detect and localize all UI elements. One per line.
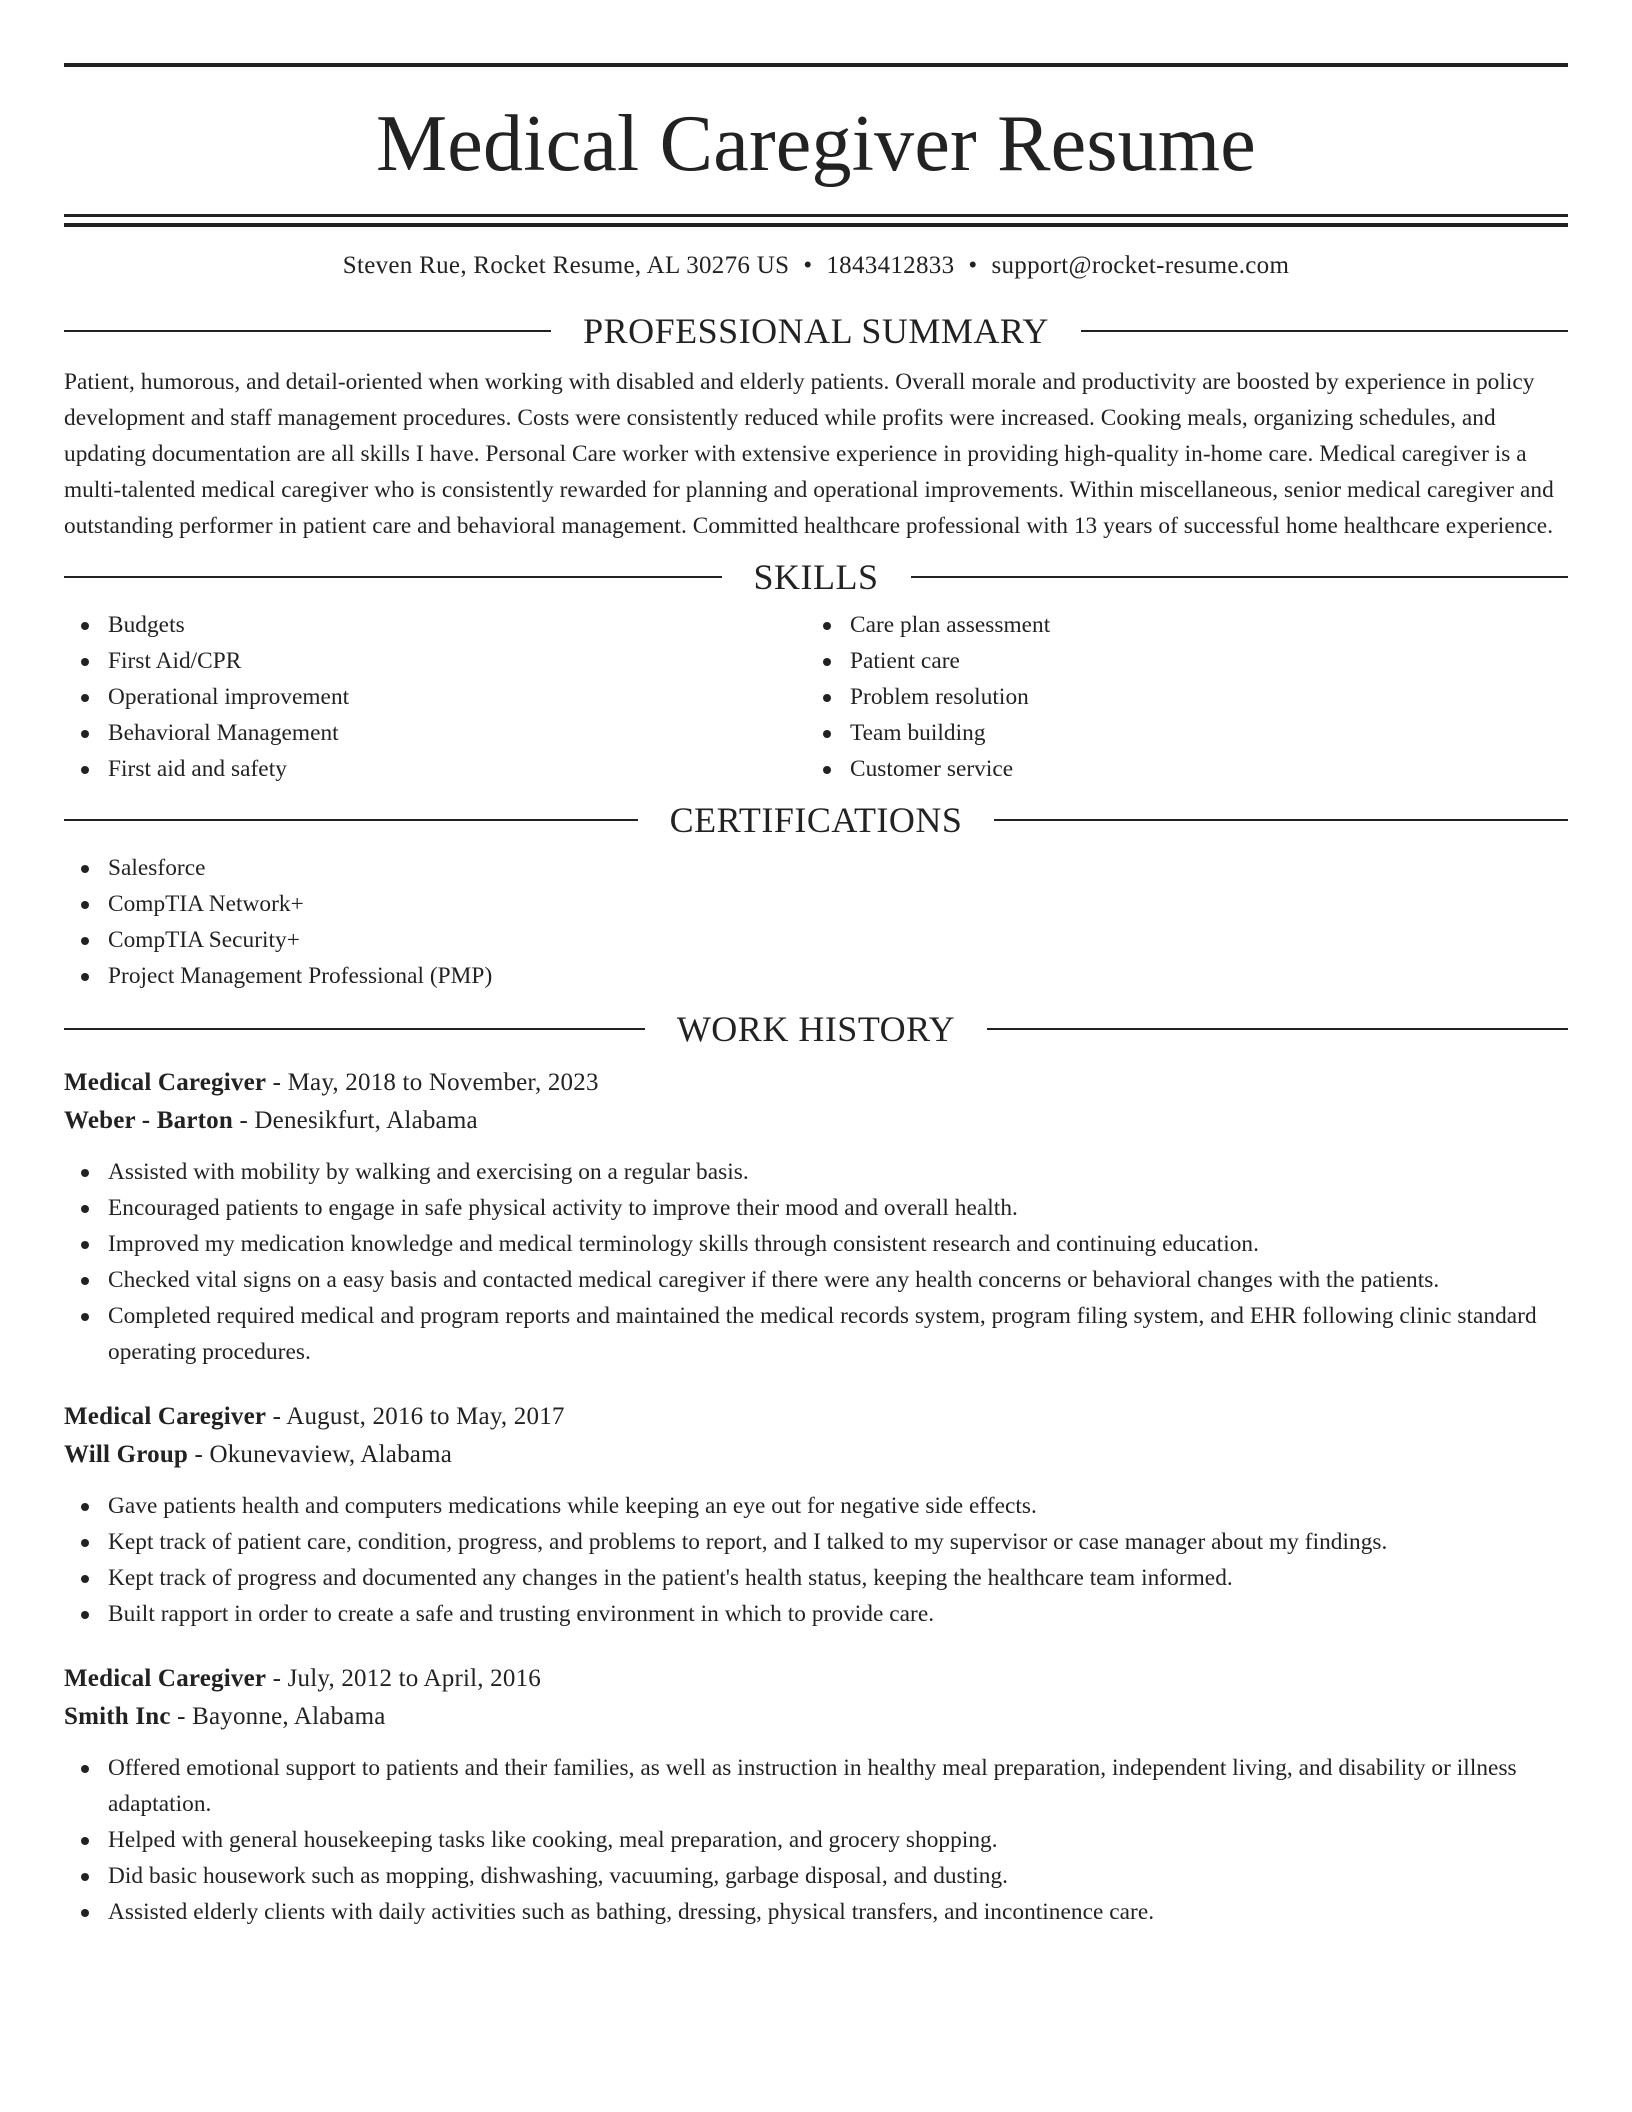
summary-text: Patient, humorous, and detail-oriented when working with disabled and elderly patients. Overall morale and productivity are boosted by experience in policy development and staff management procedures. Costs were consistently reduced while profits were increased. Cooking meals, organizing schedules, and updating documentation are all skills I have. Personal Care worker with extensive experience in providing high-quality in-home care. Medical caregiver is a multi-talented medical caregiver who is consistently rewarded for planning and operational improvements. Within miscellaneous, senior medical caregiver and outstanding performer in patient care and behavioral management. Committed healthcare professional with 13 years of successful home healthcare experience. — [64, 369, 1554, 539]
job-bullet: Offered emotional support to patients and their families, as well as instruction in healthy meal preparation, independent living, and disability or illness adaptation. — [108, 1750, 1568, 1822]
job-bullet: Assisted elderly clients with daily activities such as bathing, dressing, physical transfers, and incontinence care. — [108, 1894, 1568, 1930]
job-bullets — [64, 1750, 1568, 1930]
summary-heading: PROFESSIONAL SUMMARY — [583, 311, 1049, 351]
job-location: - Okunevaview, Alabama — [188, 1441, 453, 1468]
job-title-line — [64, 1064, 1568, 1102]
job-bullet: Gave patients health and computers medications while keeping an eye out for negative side effects. — [108, 1488, 1568, 1524]
skills-heading: SKILLS — [753, 557, 879, 597]
job-location: - Bayonne, Alabama — [170, 1703, 386, 1730]
job-title: Medical Caregiver — [64, 1665, 267, 1692]
job-dates: - May, 2018 to November, 2023 — [266, 1069, 599, 1096]
skill-item: First Aid/CPR — [108, 643, 806, 679]
certification-item: CompTIA Network+ — [108, 886, 1568, 922]
job-bullet: Helped with general housekeeping tasks like cooking, meal preparation, and grocery shopping. — [108, 1822, 1568, 1858]
section-rule — [1081, 330, 1568, 332]
contact-separator: • — [803, 252, 813, 279]
job-bullet: Kept track of patient care, condition, progress, and problems to report, and I talked to my supervisor or case manager about my findings. — [108, 1524, 1568, 1560]
job-title-line — [64, 1398, 1568, 1436]
job-bullet: Encouraged patients to engage in safe physical activity to improve their mood and overall health. — [108, 1190, 1568, 1226]
work-heading: WORK HISTORY — [676, 1009, 956, 1049]
job-company: Will Group — [64, 1441, 189, 1468]
certifications-heading: CERTIFICATIONS — [669, 800, 963, 840]
certifications-list — [64, 850, 1568, 994]
job-entry — [64, 1064, 1568, 1370]
resume-title: Medical Caregiver Resume — [375, 100, 1257, 188]
skills-section-header — [64, 557, 1568, 597]
job-company-line — [64, 1436, 1568, 1474]
skills-list-right — [806, 607, 1548, 787]
certification-item: Salesforce — [108, 850, 1568, 886]
job-bullet: Built rapport in order to create a safe and trusting environment in which to provide care. — [108, 1596, 1568, 1632]
contact-separator: • — [968, 252, 978, 279]
job-bullet: Completed required medical and program reports and maintained the medical records system, program filing system, and EHR following clinic standard operating procedures. — [108, 1298, 1568, 1370]
top-rule — [64, 63, 1568, 67]
job-title-line — [64, 1660, 1568, 1698]
job-title: Medical Caregiver — [64, 1403, 267, 1430]
title-rule-upper — [64, 214, 1568, 217]
skill-item: Care plan assessment — [850, 607, 1548, 643]
section-rule — [64, 576, 722, 578]
job-company-line — [64, 1102, 1568, 1140]
skill-item: Patient care — [850, 643, 1548, 679]
work-section-header — [64, 1009, 1568, 1049]
job-location: - Denesikfurt, Alabama — [233, 1107, 478, 1134]
job-company-line — [64, 1698, 1568, 1736]
certification-item: CompTIA Security+ — [108, 922, 1568, 958]
certification-item: Project Management Professional (PMP) — [108, 958, 1568, 994]
skill-item: Team building — [850, 715, 1548, 751]
summary-section-header — [64, 311, 1568, 351]
section-rule — [911, 576, 1569, 578]
skills-list-left — [64, 607, 806, 787]
skill-item: Operational improvement — [108, 679, 806, 715]
contact-email: support@rocket-resume.com — [991, 252, 1290, 279]
skill-item: Problem resolution — [850, 679, 1548, 715]
skill-item: First aid and safety — [108, 751, 806, 787]
title-rule-lower — [64, 223, 1568, 227]
job-bullets — [64, 1154, 1568, 1370]
section-rule — [64, 819, 638, 821]
job-bullet: Assisted with mobility by walking and exercising on a regular basis. — [108, 1154, 1568, 1190]
skills-column-left — [64, 607, 806, 787]
contact-line — [64, 251, 1568, 281]
skills-grid — [64, 607, 1568, 787]
section-rule — [987, 1028, 1568, 1030]
skill-item: Behavioral Management — [108, 715, 806, 751]
job-dates: - August, 2016 to May, 2017 — [266, 1403, 565, 1430]
section-rule — [994, 819, 1568, 821]
certifications-section-header — [64, 800, 1568, 840]
skills-column-right — [806, 607, 1548, 787]
job-entry — [64, 1398, 1568, 1632]
job-entry — [64, 1660, 1568, 1930]
job-bullet: Checked vital signs on a easy basis and contacted medical caregiver if there were any health concerns or behavioral changes with the patients. — [108, 1262, 1568, 1298]
job-company: Weber - Barton — [64, 1107, 233, 1134]
job-bullet: Did basic housework such as mopping, dishwashing, vacuuming, garbage disposal, and dusting. — [108, 1858, 1568, 1894]
skill-item: Customer service — [850, 751, 1548, 787]
contact-address: Steven Rue, Rocket Resume, AL 30276 US — [342, 252, 790, 279]
resume-page — [64, 63, 1568, 1930]
job-bullet: Improved my medication knowledge and medical terminology skills through consistent research and continuing education. — [108, 1226, 1568, 1262]
contact-phone: 1843412833 — [826, 252, 955, 279]
section-rule — [64, 1028, 645, 1030]
job-bullet: Kept track of progress and documented any changes in the patient's health status, keeping the healthcare team informed. — [108, 1560, 1568, 1596]
section-rule — [64, 330, 551, 332]
job-title: Medical Caregiver — [64, 1069, 267, 1096]
skill-item: Budgets — [108, 607, 806, 643]
job-company: Smith Inc — [64, 1703, 171, 1730]
job-bullets — [64, 1488, 1568, 1632]
job-dates: - July, 2012 to April, 2016 — [266, 1665, 541, 1692]
